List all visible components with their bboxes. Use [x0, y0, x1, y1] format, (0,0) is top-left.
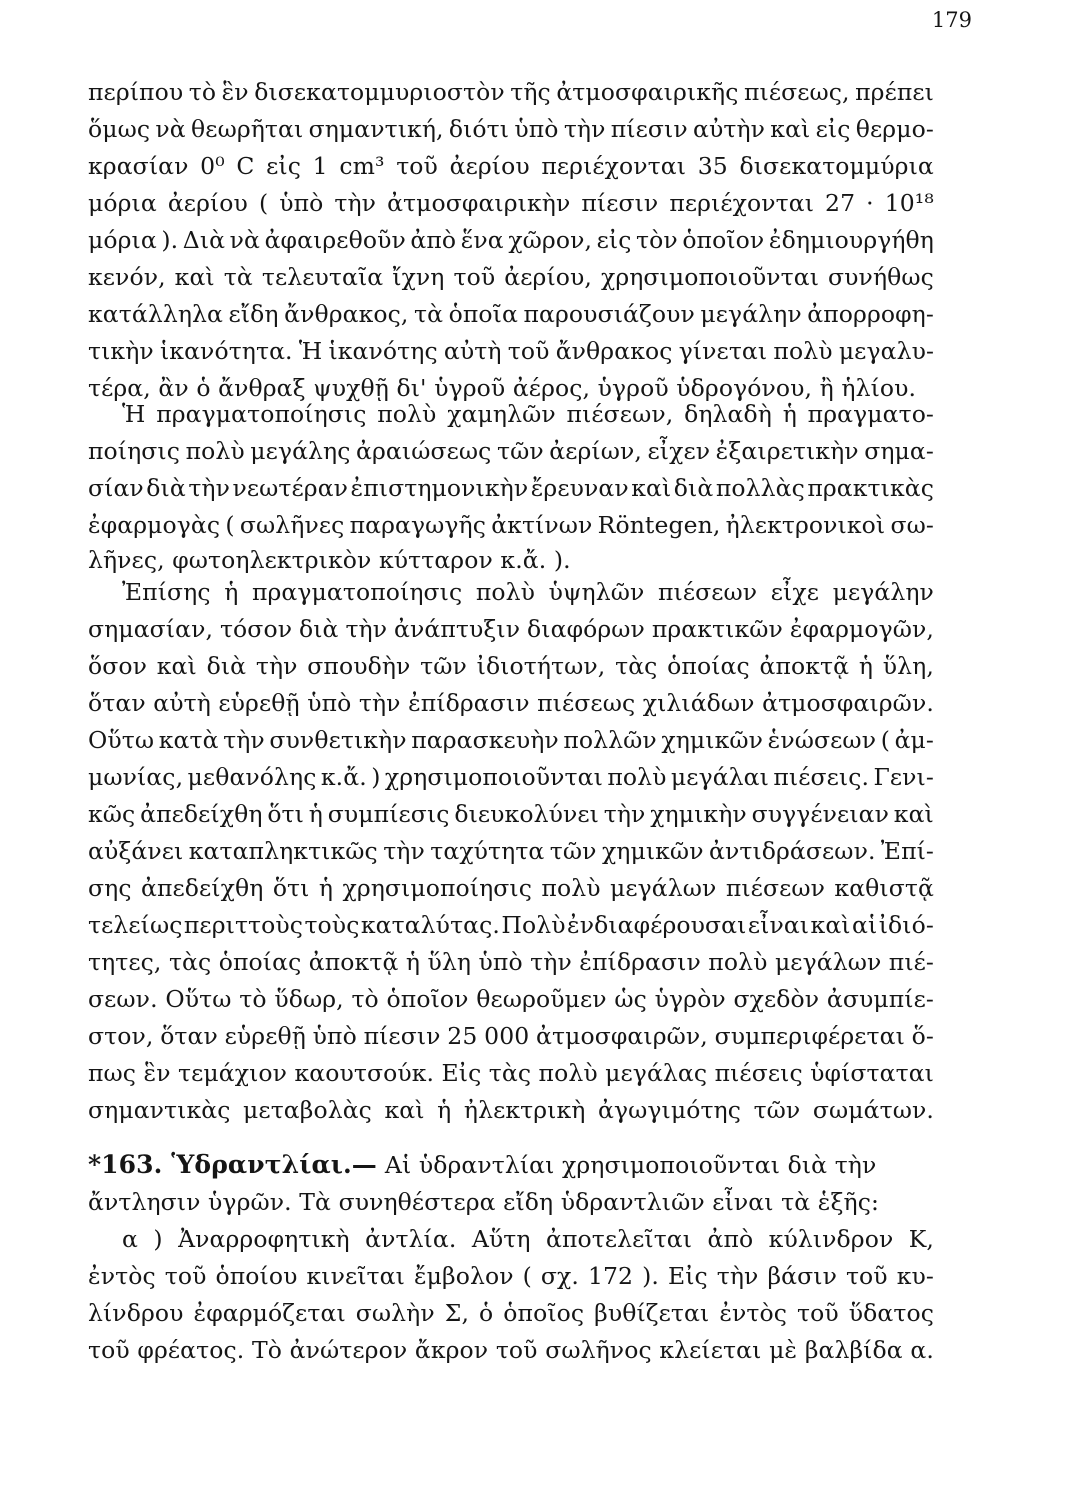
text-line: ποίησις πολὺ μεγάλης ἀραιώσεως τῶν ἀερίων, εἶχεν ἐξαιρετικὴν σημα- — [88, 437, 934, 465]
section-first-line — [88, 1150, 934, 1180]
text-line: πως ἓν τεμάχιον καουτσούκ. Εἰς τὰς πολὺ μεγάλας πιέσεις ὑφίσταται — [88, 1059, 934, 1087]
text-line: ὅταν αὐτὴ εὑρεθῇ ὑπὸ τὴν ἐπίδρασιν πιέσεως χιλιάδων ἀτμοσφαιρῶν. — [88, 689, 934, 717]
text-line: αὐξάνει καταπληκτικῶς τὴν ταχύτητα τῶν χημικῶν ἀντιδράσεων. Ἐπί- — [88, 837, 934, 865]
text-line: σης ἀπεδείχθη ὅτι ἡ χρησιμοποίησις πολὺ μεγάλων πιέσεων καθιστᾷ — [88, 874, 934, 902]
text-line: στον, ὅταν εὑρεθῇ ὑπὸ πίεσιν 25 000 ἀτμοσφαιρῶν, συμπεριφέρεται ὅ- — [88, 1022, 934, 1050]
text-line: κρασίαν 0⁰ C εἰς 1 cm³ τοῦ ἀερίου περιέχονται 35 δισεκατομμύρια — [88, 152, 934, 180]
text-line: μωνίας, μεθανόλης κ.ἄ. ) χρησιμοποιοῦνται πολὺ μεγάλαι πιέσεις. Γενι- — [88, 763, 934, 791]
text-line: τικὴν ἱκανότητα. Ἡ ἱκανότης αὐτὴ τοῦ ἄνθρακος γίνεται πολὺ μεγαλυ- — [88, 337, 934, 365]
text-line: σεων. Οὕτω τὸ ὕδωρ, τὸ ὁποῖον θεωροῦμεν ὡς ὑγρὸν σχεδὸν ἀσυμπίε- — [88, 985, 934, 1013]
text-line: κατάλληλα εἴδη ἄνθρακος, τὰ ὁποῖα παρουσιάζουν μεγάλην ἀπορροφη- — [88, 300, 934, 328]
text-line: Αἱ ὑδραντλίαι χρησιμοποιοῦνται διὰ τὴν — [384, 1151, 877, 1179]
text-line: περίπου τὸ ἓν δισεκατομμυριοστὸν τῆς ἀτμοσφαιρικῆς πιέσεως, πρέπει — [88, 78, 934, 106]
text-line: α ) Ἀναρροφητικὴ ἀντλία. Αὕτη ἀποτελεῖται ἀπὸ κύλινδρον Κ, — [122, 1225, 934, 1253]
text-line: σημασίαν, τόσον διὰ τὴν ἀνάπτυξιν διαφόρων πρακτικῶν ἐφαρμογῶν, — [88, 615, 934, 643]
text-line: μόρια ). Διὰ νὰ ἀφαιρεθοῦν ἀπὸ ἕνα χῶρον, εἰς τὸν ὁποῖον ἐδημιουργήθη — [88, 226, 934, 254]
section-heading: *163. Ὑδραντλίαι.— — [88, 1150, 377, 1179]
text-line: κενόν, καὶ τὰ τελευταῖα ἴχνη τοῦ ἀερίου, χρησιμοποιοῦνται συνήθως — [88, 263, 934, 291]
text-line: ἐφαρμογὰς ( σωλῆνες παραγωγῆς ἀκτίνων Röntegen, ἠλεκτρονικοὶ σω- — [88, 511, 934, 539]
text-line: μόρια ἀερίου ( ὑπὸ τὴν ἀτμοσφαιρικὴν πίεσιν περιέχονται 27 · 10¹⁸ — [88, 189, 934, 217]
text-line: τελείως περιττοὺς τοὺς καταλύτας. Πολὺ ἐνδιαφέρουσαι εἶναι καὶ αἱ ἰδιό- — [88, 911, 934, 939]
text-line: λῆνες, φωτοηλεκτρικὸν κύτταρον κ.ἄ. ). — [88, 546, 571, 574]
text-line: ἄντλησιν ὑγρῶν. Τὰ συνηθέστερα εἴδη ὑδραντλιῶν εἶναι τὰ ἑξῆς: — [88, 1188, 879, 1216]
text-line: Οὕτω κατὰ τὴν συνθετικὴν παρασκευὴν πολλῶν χημικῶν ἑνώσεων ( ἀμ- — [88, 726, 934, 754]
text-line: λίνδρου ἐφαρμόζεται σωλὴν Σ, ὁ ὁποῖος βυθίζεται ἐντὸς τοῦ ὕδατος — [88, 1299, 934, 1327]
text-line: ὅσον καὶ διὰ τὴν σπουδὴν τῶν ἰδιοτήτων, τὰς ὁποίας ἀποκτᾷ ἡ ὕλη, — [88, 652, 934, 680]
text-line: Ἐπίσης ἡ πραγματοποίησις πολὺ ὑψηλῶν πιέσεων εἶχε μεγάλην — [122, 578, 934, 606]
text-line: ὅμως νὰ θεωρῆται σημαντική, διότι ὑπὸ τὴν πίεσιν αὐτὴν καὶ εἰς θερμο- — [88, 115, 934, 143]
text-line: κῶς ἀπεδείχθη ὅτι ἡ συμπίεσις διευκολύνει τὴν χημικὴν συγγένειαν καὶ — [88, 800, 934, 828]
text-line: σημαντικὰς μεταβολὰς καὶ ἡ ἠλεκτρικὴ ἀγωγιμότης τῶν σωμάτων. — [88, 1096, 934, 1124]
text-line: τοῦ φρέατος. Τὸ ἀνώτερον ἄκρον τοῦ σωλῆνος κλείεται μὲ βαλβίδα α. — [88, 1336, 934, 1364]
text-line: ἐντὸς τοῦ ὁποίου κινεῖται ἔμβολον ( σχ. 172 ). Εἰς τὴν βάσιν τοῦ κυ- — [88, 1262, 934, 1290]
text-line: τητες, τὰς ὁποίας ἀποκτᾷ ἡ ὕλη ὑπὸ τὴν ἐπίδρασιν πολὺ μεγάλων πιέ- — [88, 948, 934, 976]
text-line: Ἡ πραγματοποίησις πολὺ χαμηλῶν πιέσεων, δηλαδὴ ἡ πραγματο- — [122, 400, 934, 428]
page-number: 179 — [931, 8, 972, 32]
text-line: τέρα, ἂν ὁ ἄνθραξ ψυχθῇ δι' ὑγροῦ ἀέρος, ὑγροῦ ὑδρογόνου, ἢ ἡλίου. — [88, 374, 917, 402]
text-line: σίαν διὰ τὴν νεωτέραν ἐπιστημονικὴν ἔρευναν καὶ διὰ πολλὰς πρακτικὰς — [88, 474, 934, 502]
